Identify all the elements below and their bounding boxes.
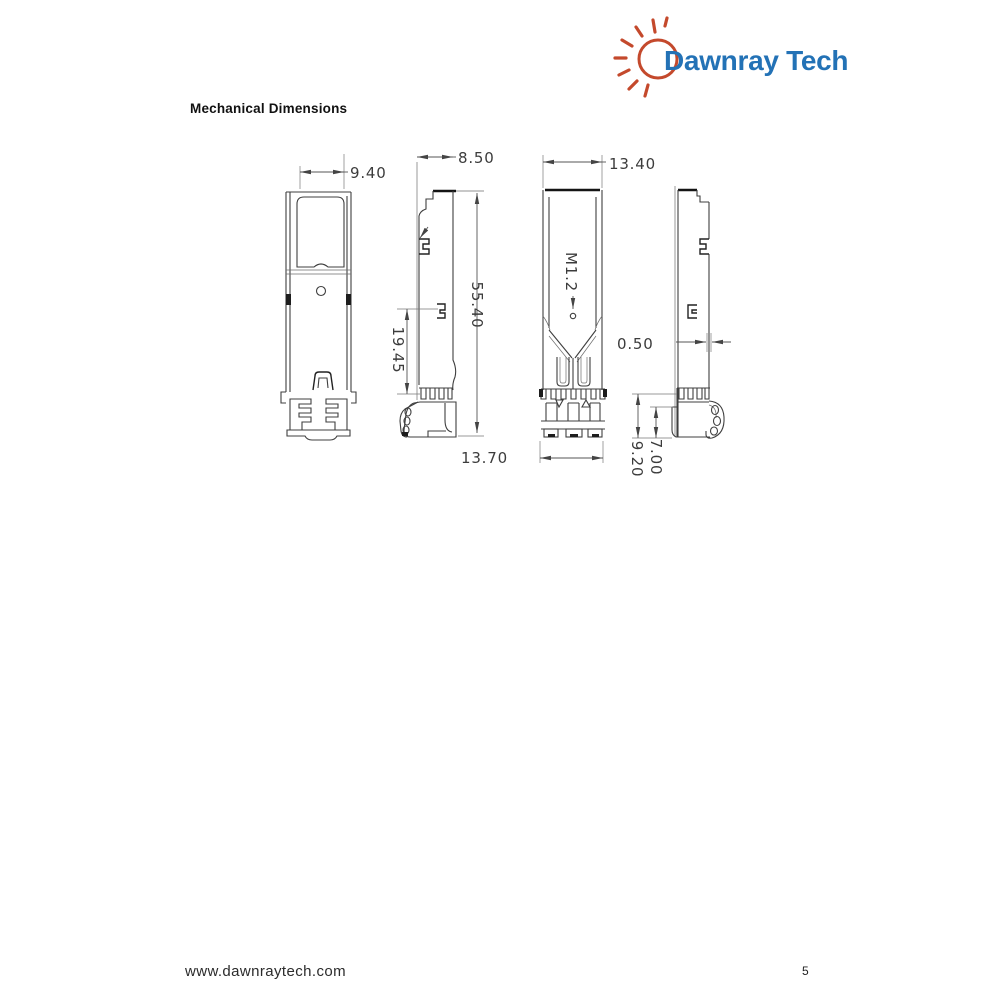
dim-label-55-40: 55.40 [468,281,486,329]
footer-page-number: 5 [802,964,809,978]
dim-label-9-40: 9.40 [350,164,387,182]
footer-website-url: www.dawnraytech.com [185,963,346,980]
dim-label-19-45: 19.45 [389,326,407,374]
view-top [281,154,387,440]
dim-label-7-00: 7.00 [647,438,665,476]
logo-text: Dawnray Tech [664,45,849,76]
company-logo [612,12,852,100]
dim-label-13-70: 13.70 [461,449,508,467]
dim-label-m1-2: M1.2 [562,252,580,292]
page-title: Mechanical Dimensions [190,101,348,116]
view-side-left [389,149,508,467]
dim-label-13-40: 13.40 [609,155,656,173]
mechanical-drawing [260,140,780,490]
view-side-right [617,186,731,477]
dim-label-0-50: 0.50 [617,335,654,353]
dim-label-8-50: 8.50 [458,149,495,167]
dim-label-9-20: 9.20 [628,440,646,478]
